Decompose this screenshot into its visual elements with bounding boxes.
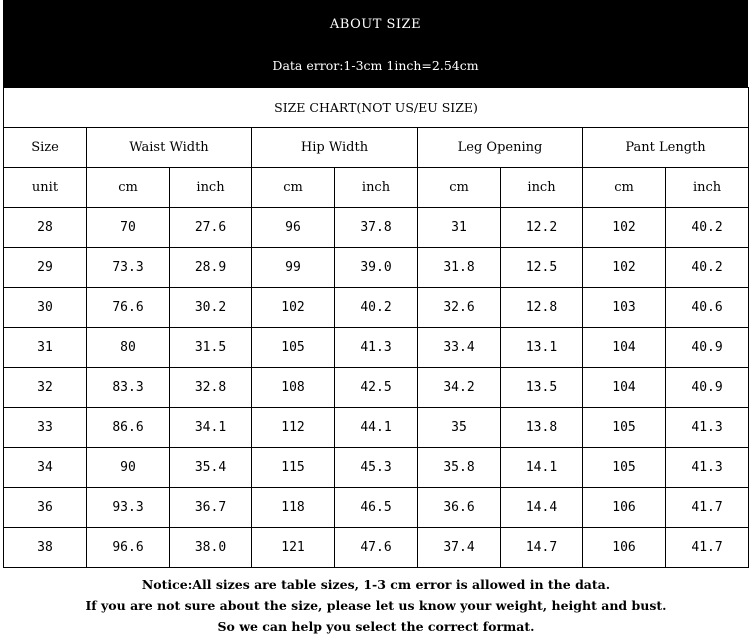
measurement-cell: 12.2: [501, 208, 583, 248]
measurement-cell: 35: [418, 408, 501, 448]
measurement-cell: 106: [583, 488, 666, 528]
chart-title: SIZE CHART(NOT US/EU SIZE): [4, 88, 749, 128]
measurement-cell: 106: [583, 528, 666, 568]
size-cell: 31: [4, 328, 87, 368]
measurement-cell: 70: [87, 208, 170, 248]
table-row: [4, 368, 749, 408]
measurement-cell: 36.6: [418, 488, 501, 528]
measurement-cell: 40.6: [666, 288, 749, 328]
table-row: [4, 288, 749, 328]
size-cell: 38: [4, 528, 87, 568]
measurement-cell: 34.2: [418, 368, 501, 408]
notice-line-2: If you are not sure about the size, please let us know your weight, height and bust.: [85, 598, 667, 613]
pant-length-header: Pant Length: [583, 128, 749, 168]
group-header-row: [4, 128, 749, 168]
measurement-cell: 104: [583, 328, 666, 368]
unit-cm-header: cm: [87, 168, 170, 208]
measurement-cell: 99: [252, 248, 335, 288]
unit-cm-header: cm: [252, 168, 335, 208]
measurement-cell: 35.4: [170, 448, 252, 488]
unit-inch-header: inch: [666, 168, 749, 208]
measurement-cell: 47.6: [335, 528, 418, 568]
measurement-cell: 13.8: [501, 408, 583, 448]
measurement-cell: 104: [583, 368, 666, 408]
measurement-cell: 73.3: [87, 248, 170, 288]
measurement-cell: 32.8: [170, 368, 252, 408]
measurement-cell: 90: [87, 448, 170, 488]
measurement-cell: 12.8: [501, 288, 583, 328]
measurement-cell: 83.3: [87, 368, 170, 408]
measurement-cell: 13.5: [501, 368, 583, 408]
measurement-cell: 12.5: [501, 248, 583, 288]
measurement-cell: 112: [252, 408, 335, 448]
header-title: ABOUT SIZE: [329, 17, 422, 32]
measurement-cell: 105: [252, 328, 335, 368]
unit-column-header: unit: [4, 168, 87, 208]
about-size-header: [3, 0, 748, 87]
data-error-note: Data error:1-3cm 1inch=2.54cm: [272, 58, 479, 73]
measurement-cell: 41.3: [666, 408, 749, 448]
table-row: [4, 448, 749, 488]
measurement-cell: 105: [583, 408, 666, 448]
unit-inch-header: inch: [501, 168, 583, 208]
measurement-cell: 32.6: [418, 288, 501, 328]
unit-cm-header: cm: [418, 168, 501, 208]
measurement-cell: 33.4: [418, 328, 501, 368]
unit-inch-header: inch: [170, 168, 252, 208]
measurement-cell: 40.2: [666, 248, 749, 288]
hip-width-header: Hip Width: [252, 128, 418, 168]
leg-opening-header: Leg Opening: [418, 128, 583, 168]
measurement-cell: 103: [583, 288, 666, 328]
measurement-cell: 76.6: [87, 288, 170, 328]
size-cell: 32: [4, 368, 87, 408]
table-row: [4, 248, 749, 288]
measurement-cell: 27.6: [170, 208, 252, 248]
table-row: [4, 208, 749, 248]
size-chart-document: [3, 0, 748, 568]
size-chart-table: [3, 87, 749, 568]
size-cell: 29: [4, 248, 87, 288]
measurement-cell: 115: [252, 448, 335, 488]
measurement-cell: 41.3: [335, 328, 418, 368]
waist-width-header: Waist Width: [87, 128, 252, 168]
measurement-cell: 102: [583, 248, 666, 288]
size-cell: 36: [4, 488, 87, 528]
size-column-header: Size: [4, 128, 87, 168]
measurement-cell: 41.7: [666, 488, 749, 528]
size-cell: 33: [4, 408, 87, 448]
measurement-cell: 37.8: [335, 208, 418, 248]
size-cell: 30: [4, 288, 87, 328]
measurement-cell: 108: [252, 368, 335, 408]
measurement-cell: 36.7: [170, 488, 252, 528]
measurement-cell: 37.4: [418, 528, 501, 568]
measurement-cell: 118: [252, 488, 335, 528]
unit-header-row: [4, 168, 749, 208]
unit-inch-header: inch: [335, 168, 418, 208]
table-row: [4, 328, 749, 368]
measurement-cell: 34.1: [170, 408, 252, 448]
measurement-cell: 31.5: [170, 328, 252, 368]
measurement-cell: 41.7: [666, 528, 749, 568]
measurement-cell: 28.9: [170, 248, 252, 288]
measurement-cell: 40.2: [335, 288, 418, 328]
measurement-cell: 121: [252, 528, 335, 568]
measurement-cell: 35.8: [418, 448, 501, 488]
size-cell: 34: [4, 448, 87, 488]
table-row: [4, 408, 749, 448]
measurement-cell: 105: [583, 448, 666, 488]
measurement-cell: 14.4: [501, 488, 583, 528]
unit-cm-header: cm: [583, 168, 666, 208]
table-row: [4, 528, 749, 568]
measurement-cell: 86.6: [87, 408, 170, 448]
measurement-cell: 40.9: [666, 328, 749, 368]
measurement-cell: 30.2: [170, 288, 252, 328]
size-cell: 28: [4, 208, 87, 248]
chart-title-row: [4, 88, 749, 128]
measurement-cell: 14.7: [501, 528, 583, 568]
notice-line-3: So we can help you select the correct format.: [217, 619, 535, 634]
measurement-cell: 31: [418, 208, 501, 248]
measurement-cell: 38.0: [170, 528, 252, 568]
measurement-cell: 14.1: [501, 448, 583, 488]
measurement-cell: 93.3: [87, 488, 170, 528]
measurement-cell: 46.5: [335, 488, 418, 528]
measurement-cell: 96: [252, 208, 335, 248]
measurement-cell: 40.9: [666, 368, 749, 408]
measurement-cell: 102: [252, 288, 335, 328]
measurement-cell: 41.3: [666, 448, 749, 488]
measurement-cell: 96.6: [87, 528, 170, 568]
notice-line-1: Notice:All sizes are table sizes, 1-3 cm error is allowed in the data.: [141, 577, 611, 592]
measurement-cell: 40.2: [666, 208, 749, 248]
measurement-cell: 39.0: [335, 248, 418, 288]
measurement-cell: 80: [87, 328, 170, 368]
measurement-cell: 31.8: [418, 248, 501, 288]
measurement-cell: 13.1: [501, 328, 583, 368]
measurement-cell: 42.5: [335, 368, 418, 408]
table-row: [4, 488, 749, 528]
measurement-cell: 44.1: [335, 408, 418, 448]
measurement-cell: 102: [583, 208, 666, 248]
measurement-cell: 45.3: [335, 448, 418, 488]
